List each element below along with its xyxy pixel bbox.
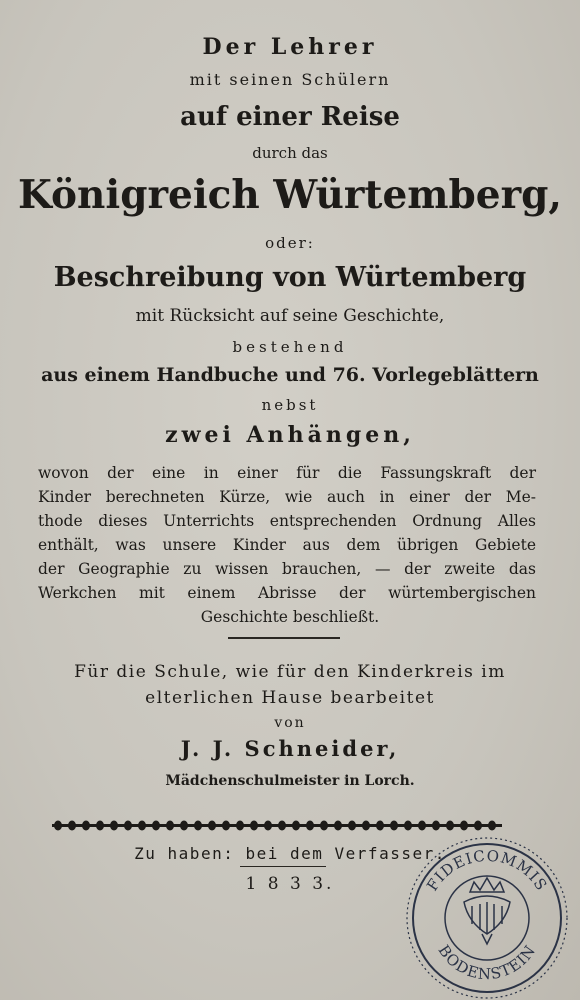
title-line-oder: oder: xyxy=(265,234,315,252)
ornament-bead xyxy=(390,821,398,831)
stamp-text-top: FIDEICOMMIS xyxy=(423,846,551,895)
ornament-bead xyxy=(334,821,342,831)
title-line-nebst: nebst xyxy=(261,396,319,414)
ornament-bead xyxy=(96,821,104,831)
ornament-bead xyxy=(460,821,468,831)
author-title: Mädchenschulmeister in Lorch. xyxy=(165,773,415,789)
sales-line: Zu haben: bei dem Verfasser. xyxy=(134,844,446,863)
ornament-bead xyxy=(152,821,160,831)
title-line-handbuche: aus einem Handbuche und 76. Vorlegeblättern xyxy=(41,364,539,386)
purpose-line-von: von xyxy=(274,715,306,731)
ornament-bead xyxy=(194,821,202,831)
ornament-bead xyxy=(138,821,146,831)
title-line-bestehend: bestehend xyxy=(232,338,348,356)
purpose-line-1: Für die Schule, wie für den Kinderkreis im xyxy=(74,662,506,682)
ornament-bead xyxy=(292,821,300,831)
ornament-bead xyxy=(432,821,440,831)
ornament-bead xyxy=(180,821,188,831)
title-line-beschreibung: Beschreibung von Würtemberg xyxy=(53,262,527,293)
title-line-koenigreich: Königreich Würtemberg, xyxy=(17,172,563,218)
year-rule xyxy=(240,866,326,867)
body-line-7: Geschichte beschließt. xyxy=(200,608,380,626)
title-line-schuelern: mit seinen Schülern xyxy=(189,70,391,89)
ornament-bead xyxy=(236,821,244,831)
ornament-bead xyxy=(166,821,174,831)
body-line-4: enthält, was unsere Kinder aus dem übrigen Gebiete xyxy=(38,536,536,554)
title-line-ruecksicht: mit Rücksicht auf seine Geschichte, xyxy=(135,306,445,326)
ornament-bead xyxy=(82,821,90,831)
ornament-bead xyxy=(222,821,230,831)
ornament-bead xyxy=(474,821,482,831)
ornament-bead xyxy=(418,821,426,831)
ornament-bead xyxy=(54,821,62,831)
ornament-bead xyxy=(306,821,314,831)
title-line-anhaengen: zwei Anhängen, xyxy=(165,422,415,448)
ornament-bead xyxy=(446,821,454,831)
body-line-3: thode dieses Unterrichts entsprechenden Ordnung Alles xyxy=(38,512,536,530)
ornament-bead xyxy=(68,821,76,831)
title-line-reise: auf einer Reise xyxy=(180,102,400,132)
ornament-bead xyxy=(376,821,384,831)
ornament-bead xyxy=(110,821,118,831)
ornament-bead xyxy=(208,821,216,831)
ornament-bead xyxy=(348,821,356,831)
library-stamp xyxy=(402,830,572,1000)
divider-rule xyxy=(228,637,340,639)
stamp-text-bottom: BODENSTEIN xyxy=(434,941,540,984)
title-line-durch-das: durch das xyxy=(252,144,328,162)
crown-eagle-icon xyxy=(464,878,510,944)
ornament-bead xyxy=(264,821,272,831)
body-line-1: wovon der eine in einer für die Fassungskraft der xyxy=(38,464,536,482)
body-line-6: Werkchen mit einem Abrisse der würtembergischen xyxy=(38,584,536,602)
ornament-bead xyxy=(404,821,412,831)
ornament-bead xyxy=(278,821,286,831)
year-line: 1 8 3 3. xyxy=(245,874,335,894)
ornament-bead xyxy=(362,821,370,831)
body-line-2: Kinder berechneten Kürze, wie auch in einer der Me- xyxy=(38,488,536,506)
purpose-line-2: elterlichen Hause bearbeitet xyxy=(145,688,435,708)
title-line-der-lehrer: Der Lehrer xyxy=(202,34,378,60)
ornament-bead xyxy=(488,821,496,831)
ornament-bead xyxy=(124,821,132,831)
author-name: J. J. Schneider, xyxy=(180,736,400,761)
ornament-bead xyxy=(250,821,258,831)
ornament-bead xyxy=(320,821,328,831)
body-line-5: der Geographie zu wissen brauchen, — der zweite das xyxy=(38,560,536,578)
